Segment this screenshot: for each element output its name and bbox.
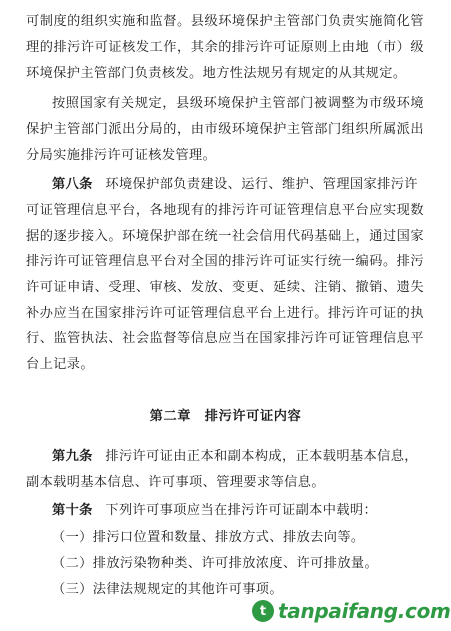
article-8-first-line: [52, 176, 424, 194]
text-line: 副本载明基本信息、许可事项、管理要求等信息。: [26, 475, 325, 490]
text-line: 可制度的组织实施和监督。县级环境保护主管部门负责实施简化管: [26, 14, 424, 29]
article-label: 第八条: [52, 177, 93, 192]
text-line: 按照国家有关规定，县级环境保护主管部门被调整为市级环境: [52, 96, 424, 111]
list-item: （二）排放污染物种类、许可排放浓度、许可排放量。: [52, 556, 379, 571]
watermark-text: tanpaifang.com: [278, 599, 451, 623]
text-line: 行、监管执法、社会监督等信息应当在国家排污许可证管理信息平: [26, 331, 424, 346]
text-line: 据的逐步接入。环境保护部在统一社会信用代码基础上，通过国家: [26, 229, 424, 244]
article-9-first-line: [52, 448, 424, 466]
article-text: 下列许可事项应当在排污许可证副本中载明：: [105, 503, 378, 518]
text-line: 许可证申请、受理、审核、发放、变更、延续、注销、撤销、遗失: [26, 280, 424, 295]
article-text: 环境保护部负责建设、运行、维护、管理国家排污许: [105, 177, 418, 192]
list-item: （三）法律法规规定的其他许可事项。: [52, 582, 283, 597]
text-line: 可证管理信息平台，各地现有的排污许可证管理信息平台应实现数: [26, 203, 424, 218]
article-label: 第十条: [52, 503, 93, 518]
text-line: 保护主管部门派出分局的，由市级环境保护主管部门组织所属派出: [26, 122, 424, 137]
chapter-heading: 第二章 排污许可证内容: [149, 409, 302, 424]
text-line: 排污许可证管理信息平台对全国的排污许可证实行统一编码。排污: [26, 254, 424, 269]
article-label: 第九条: [52, 449, 93, 464]
watermark: [252, 599, 451, 623]
list-item: （一）排污口位置和数量、排放方式、排放去向等。: [52, 530, 365, 545]
article-10-first-line: [52, 502, 424, 520]
text-line: 理的排污许可证核发工作，其余的排污许可证原则上由地（市）级: [26, 40, 424, 55]
text-line: 环境保护主管部门负责核发。地方性法规另有规定的从其规定。: [26, 66, 407, 81]
text-line: 台上记录。: [26, 357, 94, 372]
leaf-logo-icon: t: [252, 600, 274, 622]
text-line: 补办应当在国家排污许可证管理信息平台上进行。排污许可证的执: [26, 306, 424, 321]
text-line: 分局实施排污许可证核发管理。: [26, 148, 217, 163]
article-text: 排污许可证由正本和副本构成，正本载明基本信息，: [105, 449, 418, 464]
